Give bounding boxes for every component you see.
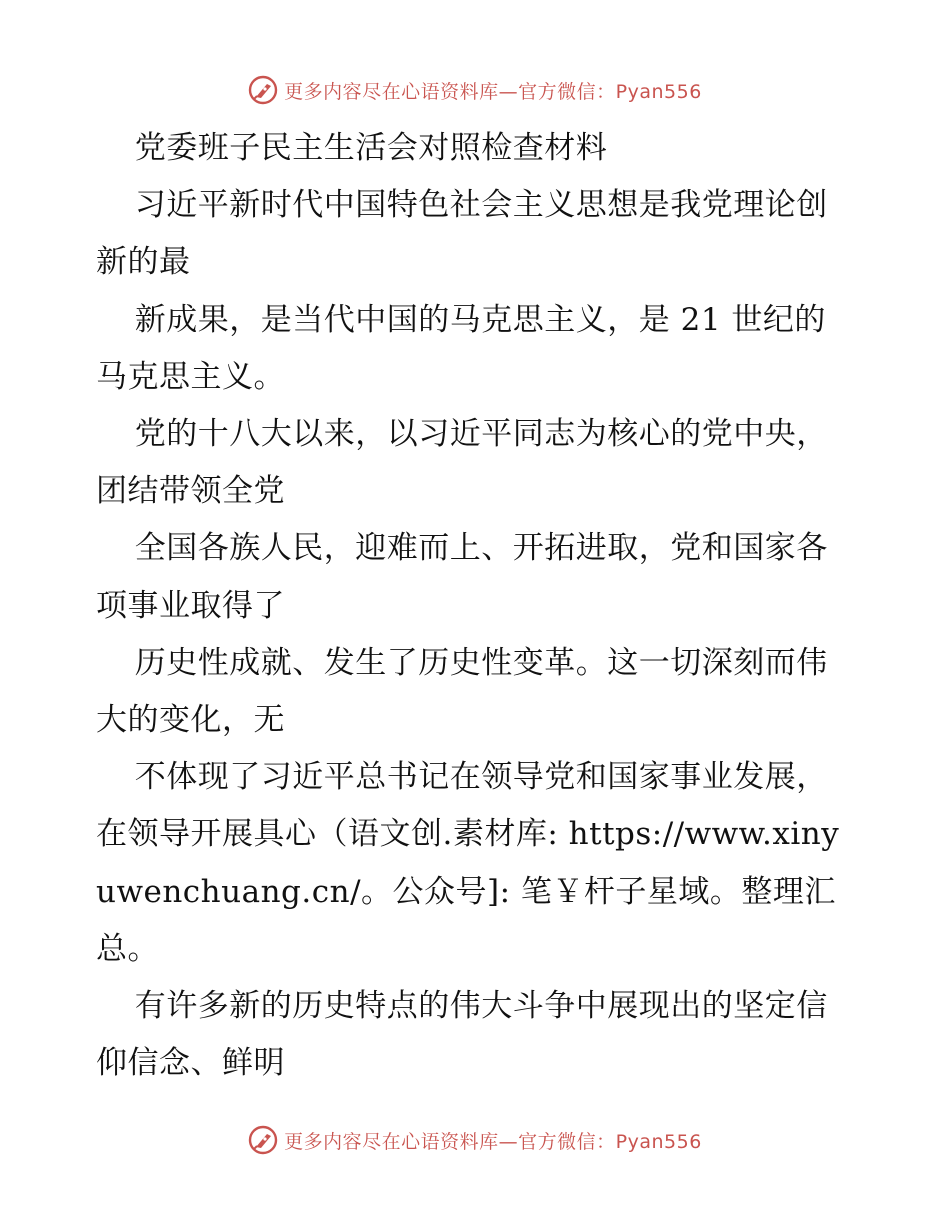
paragraph-3: 党的十八大以来，以习近平同志为核心的党中央，团结带领全党 xyxy=(96,416,828,510)
paragraph-6: 不体现了习近平总书记在领导党和国家事业发展，在领导开展具心（语文创.素材库: https://www.xinyuwenchuang.cn/。公众号]: 笔￥杆子星域。整理汇总。 xyxy=(96,759,840,967)
paragraph-4: 全国各族人民，迎难而上、开拓进取，党和国家各项事业取得了 xyxy=(96,530,828,624)
header-banner-text: 更多内容尽在心语资料库—官方微信：Pyan556 xyxy=(284,80,702,103)
pen-nib-logo-icon xyxy=(248,1125,278,1155)
paragraph-2: 新成果，是当代中国的马克思主义，是 21 世纪的马克思主义。 xyxy=(96,301,826,395)
paragraph-1: 习近平新时代中国特色社会主义思想是我党理论创新的最 xyxy=(96,187,828,281)
pen-nib-logo-icon xyxy=(248,75,278,105)
footer-banner xyxy=(0,1118,950,1162)
header-banner xyxy=(0,68,950,112)
document-body xyxy=(96,120,856,1092)
paragraph-7: 有许多新的历史特点的伟大斗争中展现出的坚定信仰信念、鲜明 xyxy=(96,988,828,1082)
document-title: 党委班子民主生活会对照检查材料 xyxy=(134,130,608,166)
footer-banner-text: 更多内容尽在心语资料库—官方微信：Pyan556 xyxy=(284,1130,702,1153)
paragraph-5: 历史性成就、发生了历史性变革。这一切深刻而伟大的变化，无 xyxy=(96,644,828,739)
